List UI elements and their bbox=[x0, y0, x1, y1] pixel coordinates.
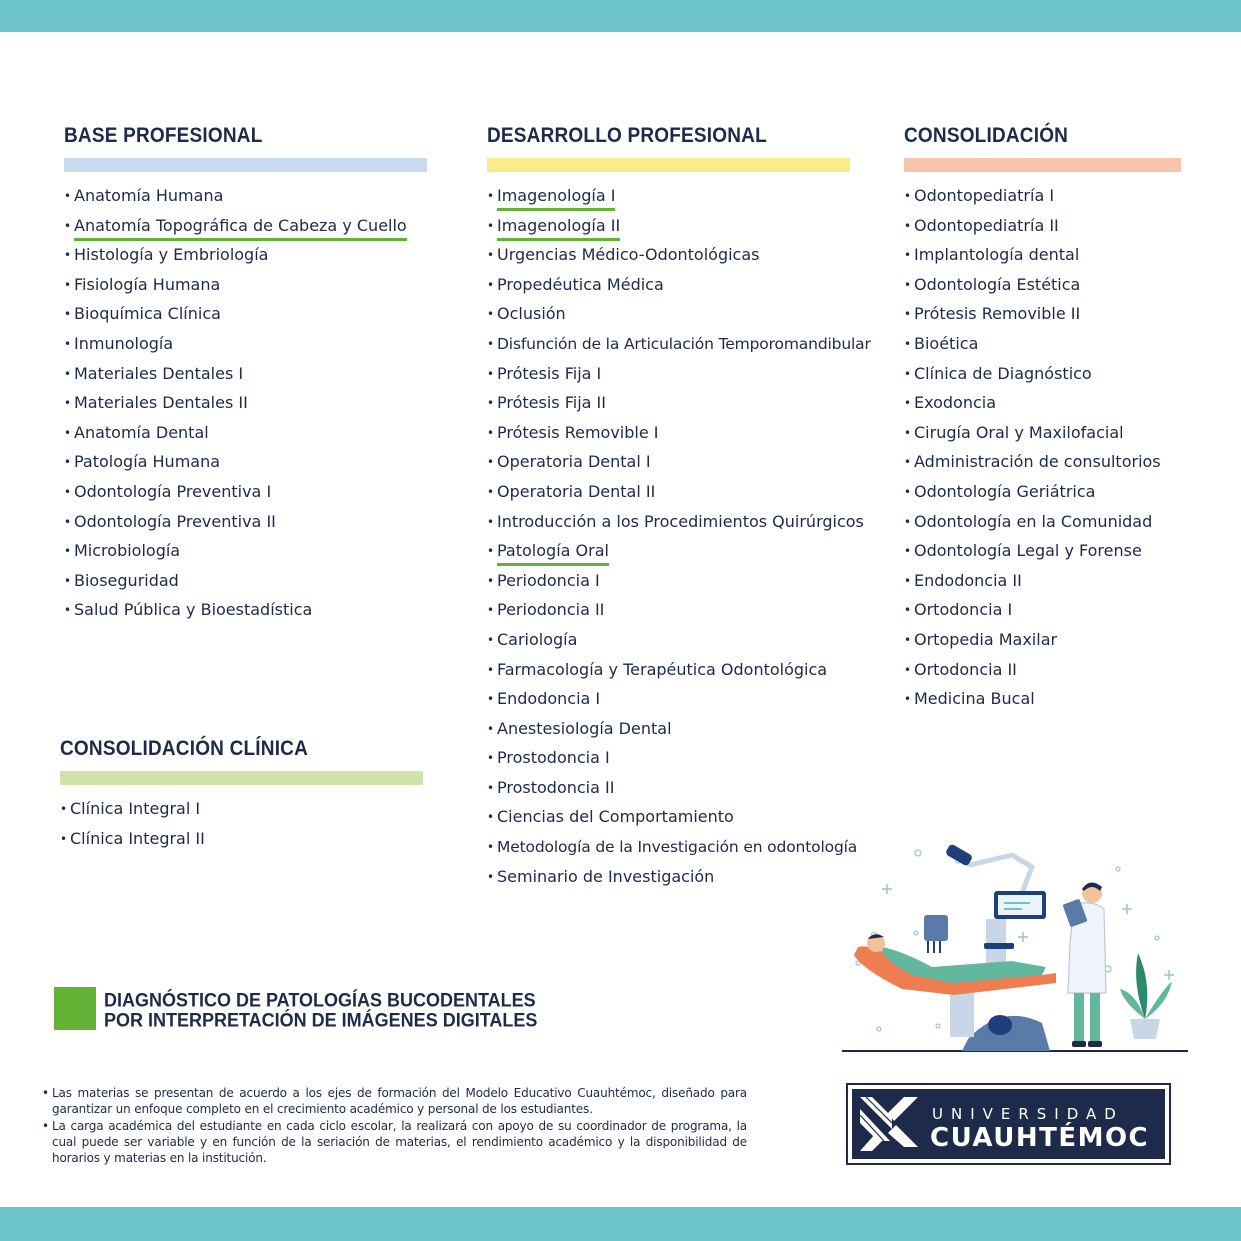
consolidacion-list-item bbox=[904, 216, 1194, 246]
bullet-icon: • bbox=[487, 780, 495, 795]
base-item-label: Salud Pública y Bioestadística bbox=[74, 600, 313, 620]
consolidacion-list-item bbox=[904, 334, 1194, 364]
bullet-icon: • bbox=[487, 810, 495, 825]
desarrollo-item-label: Imagenología I bbox=[497, 186, 615, 211]
bullet-icon: • bbox=[487, 396, 495, 411]
desarrollo-list-item bbox=[487, 304, 897, 334]
bullet-icon: • bbox=[904, 484, 912, 499]
consolidacion-list-item bbox=[904, 452, 1194, 482]
bullet-icon: • bbox=[904, 425, 912, 440]
base-profesional-section bbox=[64, 124, 434, 630]
consolidacion-item-label: Odontología Estética bbox=[914, 274, 1081, 294]
desarrollo-profesional-section bbox=[487, 124, 897, 896]
base-list-item bbox=[64, 245, 434, 275]
bullet-icon: • bbox=[64, 425, 72, 440]
bullet-icon: • bbox=[64, 484, 72, 499]
desarrollo-item-label: Seminario de Investigación bbox=[497, 866, 715, 886]
consolidacion-list-item bbox=[904, 571, 1194, 601]
desarrollo-item-label: Metodología de la Investigación en odontología bbox=[497, 838, 858, 857]
consolidacion-list-item bbox=[904, 275, 1194, 305]
bullet-icon: • bbox=[64, 514, 72, 529]
consolidacion-list-item bbox=[904, 482, 1194, 512]
base-profesional-title: BASE PROFESIONAL bbox=[64, 124, 263, 148]
bullet-icon: • bbox=[64, 307, 72, 322]
desarrollo-item-label: Disfunción de la Articulación Temporomandibular bbox=[497, 334, 871, 353]
bullet-icon: • bbox=[904, 662, 912, 677]
consolidacion-item-label: Implantología dental bbox=[914, 245, 1080, 265]
base-profesional-list bbox=[64, 186, 434, 630]
clinica-list-item bbox=[60, 799, 430, 829]
desarrollo-list-item bbox=[487, 423, 897, 453]
desarrollo-item-label: Periodoncia I bbox=[497, 570, 600, 590]
consolidacion-list-item bbox=[904, 541, 1194, 571]
base-item-label: Bioseguridad bbox=[74, 570, 179, 590]
consolidacion-section bbox=[904, 124, 1194, 719]
bullet-icon: • bbox=[64, 573, 72, 588]
consolidacion-item-label: Prótesis Removible II bbox=[914, 304, 1081, 324]
clinica-item-label: Clínica Integral II bbox=[70, 828, 205, 848]
bullet-icon: • bbox=[487, 366, 495, 381]
consolidacion-list-item bbox=[904, 186, 1194, 216]
desarrollo-item-label: Periodoncia II bbox=[497, 600, 605, 620]
consolidacion-list-item bbox=[904, 689, 1194, 719]
desarrollo-list-item bbox=[487, 837, 897, 867]
consolidacion-clinica-list bbox=[60, 799, 430, 858]
desarrollo-item-label: Prostodoncia II bbox=[497, 777, 615, 797]
bullet-icon: • bbox=[487, 840, 494, 855]
bullet-icon: • bbox=[904, 455, 912, 470]
desarrollo-list-item bbox=[487, 275, 897, 305]
base-list-item bbox=[64, 393, 434, 423]
consolidacion-item-label: Endodoncia II bbox=[914, 570, 1022, 590]
base-item-label: Microbiología bbox=[74, 541, 181, 561]
base-list-item bbox=[64, 512, 434, 542]
bullet-icon: • bbox=[60, 831, 68, 846]
base-item-label: Anatomía Topográfica de Cabeza y Cuello bbox=[74, 216, 407, 241]
bullet-icon: • bbox=[64, 366, 72, 381]
consolidacion-item-label: Odontopediatría II bbox=[914, 215, 1059, 235]
bullet-icon: • bbox=[904, 336, 912, 351]
bullet-icon: • bbox=[487, 662, 495, 677]
consolidacion-item-label: Odontología en la Comunidad bbox=[914, 511, 1153, 531]
desarrollo-item-label: Prostodoncia I bbox=[497, 748, 610, 768]
bullet-icon: • bbox=[904, 277, 912, 292]
desarrollo-item-label: Propedéutica Médica bbox=[497, 274, 664, 294]
desarrollo-item-label: Operatoria Dental II bbox=[497, 481, 656, 501]
consolidacion-bar bbox=[904, 158, 1181, 172]
desarrollo-list-item bbox=[487, 334, 897, 364]
bullet-icon: • bbox=[64, 277, 72, 292]
desarrollo-item-label: Ciencias del Comportamiento bbox=[497, 807, 734, 827]
consolidacion-item-label: Odontopediatría I bbox=[914, 186, 1055, 205]
base-list-item bbox=[64, 571, 434, 601]
footnote-1: • Las materias se presentan de acuerdo a los ejes de formación del Modelo Educativo Cuauhtémoc, diseñado para garantizar un enfoque completo en el crecimiento académico y personal de los estudiantes. bbox=[42, 1086, 747, 1116]
base-item-label: Materiales Dentales II bbox=[74, 393, 248, 413]
desarrollo-item-label: Anestesiología Dental bbox=[497, 718, 672, 738]
university-logo-icon bbox=[858, 1093, 920, 1155]
bottom-band bbox=[0, 1207, 1241, 1241]
desarrollo-item-label: Endodoncia I bbox=[497, 689, 601, 709]
base-item-label: Odontología Preventiva I bbox=[74, 481, 272, 501]
desarrollo-list-item bbox=[487, 600, 897, 630]
clinica-list-item bbox=[60, 829, 430, 859]
bullet-icon: • bbox=[487, 869, 495, 884]
bullet-icon: • bbox=[60, 802, 68, 816]
desarrollo-item-label: Imagenología II bbox=[497, 216, 620, 241]
consolidacion-clinica-bar bbox=[60, 771, 423, 785]
consolidacion-title: CONSOLIDACIÓN bbox=[904, 124, 1069, 148]
desarrollo-list-item bbox=[487, 216, 897, 246]
bullet-icon: • bbox=[487, 307, 495, 322]
base-list-item bbox=[64, 275, 434, 305]
footnote-2: • La carga académica del estudiante en cada ciclo escolar, la realizará con apoyo de su coordinador de programa, la cual puede ser variable y en función de la seriación de materias, el rendimiento académico y la disponibilidad de horarios y materias en la institución. bbox=[42, 1119, 747, 1165]
desarrollo-list-item bbox=[487, 245, 897, 275]
consolidacion-list-item bbox=[904, 630, 1194, 660]
bullet-icon: • bbox=[904, 603, 912, 618]
desarrollo-list-item bbox=[487, 719, 897, 749]
base-list-item bbox=[64, 364, 434, 394]
consolidacion-list-item bbox=[904, 600, 1194, 630]
bullet-icon: • bbox=[904, 218, 912, 233]
bullet-icon: • bbox=[487, 514, 495, 529]
desarrollo-list-item bbox=[487, 689, 897, 719]
desarrollo-item-label: Oclusión bbox=[497, 304, 566, 324]
base-list-item bbox=[64, 482, 434, 512]
diagnostico-line2: POR INTERPRETACIÓN DE IMÁGENES DIGITALES bbox=[104, 1009, 538, 1031]
bullet-icon: • bbox=[487, 573, 495, 588]
desarrollo-list-item bbox=[487, 512, 897, 542]
desarrollo-item-label: Patología Oral bbox=[497, 541, 609, 566]
desarrollo-list-item bbox=[487, 364, 897, 394]
desarrollo-item-label: Prótesis Fija I bbox=[497, 363, 602, 383]
bullet-icon: • bbox=[487, 692, 495, 707]
consolidacion-item-label: Bioética bbox=[914, 333, 979, 353]
desarrollo-list-item bbox=[487, 630, 897, 660]
base-item-label: Materiales Dentales I bbox=[74, 363, 244, 383]
desarrollo-item-label: Prótesis Fija II bbox=[497, 393, 606, 413]
base-list-item bbox=[64, 186, 434, 216]
base-item-label: Fisiología Humana bbox=[74, 274, 221, 294]
bullet-icon: • bbox=[487, 425, 495, 440]
desarrollo-item-label: Farmacología y Terapéutica Odontológica bbox=[497, 659, 828, 679]
clinica-item-label: Clínica Integral I bbox=[70, 799, 201, 818]
base-list-item bbox=[64, 541, 434, 571]
desarrollo-item-label: Cariología bbox=[497, 629, 578, 649]
bullet-icon: • bbox=[904, 573, 912, 588]
bullet-icon: • bbox=[487, 248, 495, 263]
bullet-icon: • bbox=[64, 248, 72, 263]
base-item-label: Bioquímica Clínica bbox=[74, 304, 221, 324]
green-square bbox=[54, 987, 96, 1030]
desarrollo-list-item bbox=[487, 571, 897, 601]
desarrollo-list-item bbox=[487, 807, 897, 837]
consolidacion-item-label: Administración de consultorios bbox=[914, 452, 1161, 472]
desarrollo-item-label: Urgencias Médico-Odontológicas bbox=[497, 245, 760, 265]
bullet-icon: • bbox=[487, 632, 495, 647]
desarrollo-item-label: Introducción a los Procedimientos Quirúrgicos bbox=[497, 511, 864, 531]
bullet-icon: • bbox=[904, 632, 912, 647]
consolidacion-list-item bbox=[904, 393, 1194, 423]
bullet-icon: • bbox=[904, 396, 912, 411]
bullet-icon: • bbox=[904, 189, 912, 203]
desarrollo-list-item bbox=[487, 867, 897, 897]
diagnostico-line1: DIAGNÓSTICO DE PATOLOGÍAS BUCODENTALES bbox=[104, 989, 536, 1011]
bullet-icon: • bbox=[487, 218, 495, 233]
bullet-icon: • bbox=[487, 484, 495, 499]
bullet-icon: • bbox=[904, 248, 912, 263]
desarrollo-list-item bbox=[487, 541, 897, 571]
desarrollo-profesional-list bbox=[487, 186, 897, 896]
bullet-icon: • bbox=[64, 544, 72, 559]
bullet-icon: • bbox=[487, 277, 495, 292]
consolidacion-item-label: Ortopedia Maxilar bbox=[914, 629, 1058, 649]
base-item-label: Histología y Embriología bbox=[74, 245, 269, 265]
bullet-icon: • bbox=[64, 336, 72, 351]
dental-chair-illustration bbox=[842, 843, 1188, 1055]
consolidacion-item-label: Cirugía Oral y Maxilofacial bbox=[914, 422, 1124, 442]
desarrollo-list-item bbox=[487, 660, 897, 690]
consolidacion-list bbox=[904, 186, 1194, 719]
desarrollo-list-item bbox=[487, 186, 897, 216]
consolidacion-item-label: Clínica de Diagnóstico bbox=[914, 363, 1092, 383]
logo-line2: CUAUHTÉMOC bbox=[930, 1123, 1150, 1153]
desarrollo-list-item bbox=[487, 452, 897, 482]
base-item-label: Anatomía Dental bbox=[74, 422, 209, 442]
base-list-item bbox=[64, 452, 434, 482]
desarrollo-item-label: Prótesis Removible I bbox=[497, 422, 659, 442]
bullet-icon: • bbox=[64, 189, 72, 203]
desarrollo-list-item bbox=[487, 482, 897, 512]
bullet-icon: • bbox=[487, 189, 495, 203]
base-item-label: Odontología Preventiva II bbox=[74, 511, 276, 531]
bullet-icon: • bbox=[904, 692, 912, 707]
consolidacion-clinica-title: CONSOLIDACIÓN CLÍNICA bbox=[60, 737, 309, 761]
bullet-icon: • bbox=[904, 514, 912, 529]
desarrollo-list-item bbox=[487, 778, 897, 808]
consolidacion-list-item bbox=[904, 245, 1194, 275]
bullet-icon: • bbox=[64, 603, 72, 618]
base-list-item bbox=[64, 423, 434, 453]
consolidacion-clinica-section bbox=[60, 737, 430, 858]
base-item-label: Anatomía Humana bbox=[74, 186, 224, 205]
consolidacion-item-label: Odontología Legal y Forense bbox=[914, 541, 1142, 561]
consolidacion-list-item bbox=[904, 304, 1194, 334]
base-profesional-bar bbox=[64, 158, 427, 172]
base-list-item bbox=[64, 334, 434, 364]
consolidacion-list-item bbox=[904, 660, 1194, 690]
bullet-icon: • bbox=[487, 751, 495, 766]
desarrollo-profesional-title: DESARROLLO PROFESIONAL bbox=[487, 124, 767, 148]
bullet-icon: • bbox=[64, 396, 72, 411]
footnotes bbox=[42, 1085, 747, 1167]
bullet-icon: • bbox=[904, 366, 912, 381]
logo-line1: UNIVERSIDAD bbox=[932, 1105, 1124, 1123]
base-list-item bbox=[64, 600, 434, 630]
consolidacion-item-label: Ortodoncia I bbox=[914, 600, 1013, 620]
consolidacion-list-item bbox=[904, 423, 1194, 453]
consolidacion-item-label: Exodoncia bbox=[914, 393, 997, 413]
bullet-icon: • bbox=[487, 544, 495, 559]
bullet-icon: • bbox=[487, 336, 494, 351]
university-logo bbox=[846, 1083, 1171, 1165]
bullet-icon: • bbox=[64, 455, 72, 470]
consolidacion-item-label: Odontología Geriátrica bbox=[914, 481, 1096, 501]
bullet-icon: • bbox=[64, 218, 72, 233]
desarrollo-item-label: Operatoria Dental I bbox=[497, 452, 651, 472]
desarrollo-list-item bbox=[487, 393, 897, 423]
base-item-label: Patología Humana bbox=[74, 452, 221, 472]
desarrollo-list-item bbox=[487, 748, 897, 778]
base-list-item bbox=[64, 216, 434, 246]
top-band bbox=[0, 0, 1241, 32]
consolidacion-list-item bbox=[904, 512, 1194, 542]
consolidacion-list-item bbox=[904, 364, 1194, 394]
bullet-icon: • bbox=[487, 603, 495, 618]
consolidacion-item-label: Ortodoncia II bbox=[914, 659, 1017, 679]
bullet-icon: • bbox=[487, 455, 495, 470]
desarrollo-profesional-bar bbox=[487, 158, 850, 172]
bullet-icon: • bbox=[487, 721, 495, 736]
consolidacion-item-label: Medicina Bucal bbox=[914, 689, 1035, 709]
base-item-label: Inmunología bbox=[74, 333, 174, 353]
bullet-icon: • bbox=[904, 544, 912, 559]
bullet-icon: • bbox=[904, 307, 912, 322]
base-list-item bbox=[64, 304, 434, 334]
